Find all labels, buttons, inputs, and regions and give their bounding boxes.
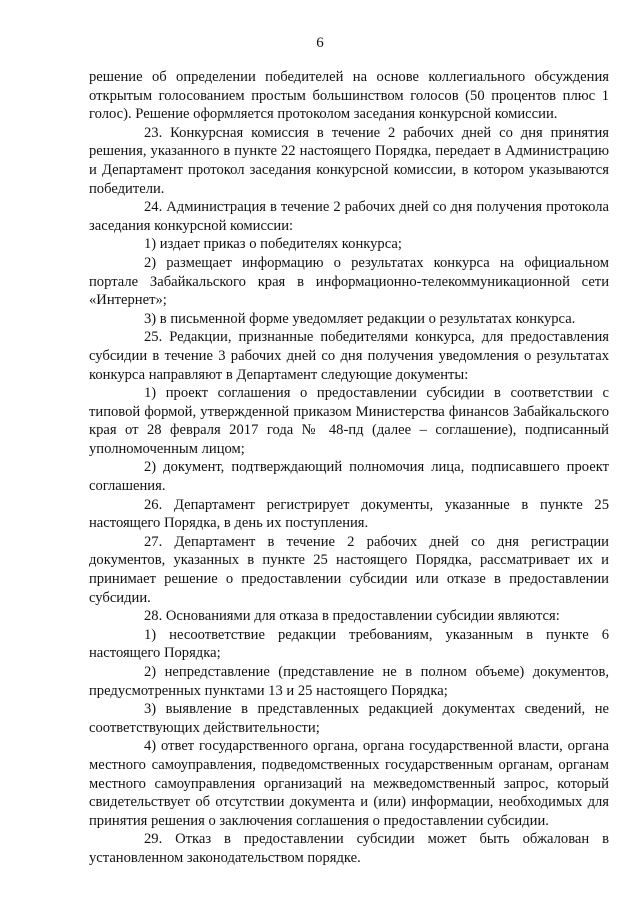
paragraph-25-item-1: 1) проект соглашения о предоставлении субсидии в соответствии с типовой формой, утвержденной приказом Министерства финансов Забайкальского края от 28 февраля 2017 года № 48-пд (далее – соглашение), подписанный уполномоченным лицом; bbox=[89, 385, 609, 457]
document-body bbox=[89, 68, 609, 868]
paragraph-continuation: решение об определении победителей на основе коллегиального обсуждения открытым голосованием простым большинством голосов (50 процентов плюс 1 голос). Решение оформляется протоколом заседания конкурсной комиссии. bbox=[89, 69, 609, 123]
paragraph-28-item-1: 1) несоответствие редакции требованиям, указанным в пункте 6 настоящего Порядка; bbox=[89, 626, 609, 662]
paragraph-25-item-2: 2) документ, подтверждающий полномочия лица, подписавшего проект соглашения. bbox=[89, 459, 609, 495]
paragraph-29: 29. Отказ в предоставлении субсидии может быть обжалован в установленном законодательством порядке. bbox=[89, 831, 609, 866]
paragraph-27: 27. Департамент в течение 2 рабочих дней со дня регистрации документов, указанных в пункте 25 настоящего Порядка, рассматривает их и принимает решение о предоставлении субсидии или отказе в предоставлении субсидии. bbox=[89, 533, 609, 606]
paragraph-26: 26. Департамент регистрирует документы, указанные в пункте 25 настоящего Порядка, в день их поступления. bbox=[89, 496, 609, 532]
paragraph-28-item-3: 3) выявление в представленных редакцией документах сведений, не соответствующих действительности; bbox=[89, 701, 609, 736]
paragraph-24: 24. Администрация в течение 2 рабочих дней со дня получения протокола заседания конкурсной комиссии: bbox=[89, 199, 609, 234]
paragraph-28-item-2: 2) непредставление (представление не в полном объеме) документов, предусмотренных пунктами 13 и 25 настоящего Порядка; bbox=[89, 664, 609, 699]
page-number: 6 bbox=[316, 35, 324, 51]
paragraph-28-item-4: 4) ответ государственного органа, органа государственной власти, органа местного самоуправления, подведомственных государственным органам, органам местного самоуправления организаций на межведомственный запрос, который свидетельствует об отсутствии документа и (или) информации, необходимых для принятия решения о заключения соглашения о предоставлении субсидии. bbox=[89, 738, 609, 829]
paragraph-28: 28. Основаниями для отказа в предоставлении субсидии являются: bbox=[144, 608, 560, 625]
paragraph-24-item-2: 2) размещает информацию о результатах конкурса на официальном портале Забайкальского края в информационно-телекоммуникационной сети «Интернет»; bbox=[89, 254, 609, 309]
paragraph-24-item-3: 3) в письменной форме уведомляет редакции о результатах конкурса. bbox=[144, 310, 576, 327]
paragraph-24-item-1: 1) издает приказ о победителях конкурса; bbox=[144, 236, 402, 253]
paragraph-23: 23. Конкурсная комиссия в течение 2 рабочих дней со дня принятия решения, указанного в пункте 22 настоящего Порядка, передает в Администрацию и Департамент протокол заседания конкурсной комиссии, в котором указываются победители. bbox=[89, 124, 609, 197]
paragraph-25: 25. Редакции, признанные победителями конкурса, для предоставления субсидии в течение 3 рабочих дней со дня получения уведомления о результатах конкурса направляют в Департамент следующие документы: bbox=[89, 329, 609, 383]
